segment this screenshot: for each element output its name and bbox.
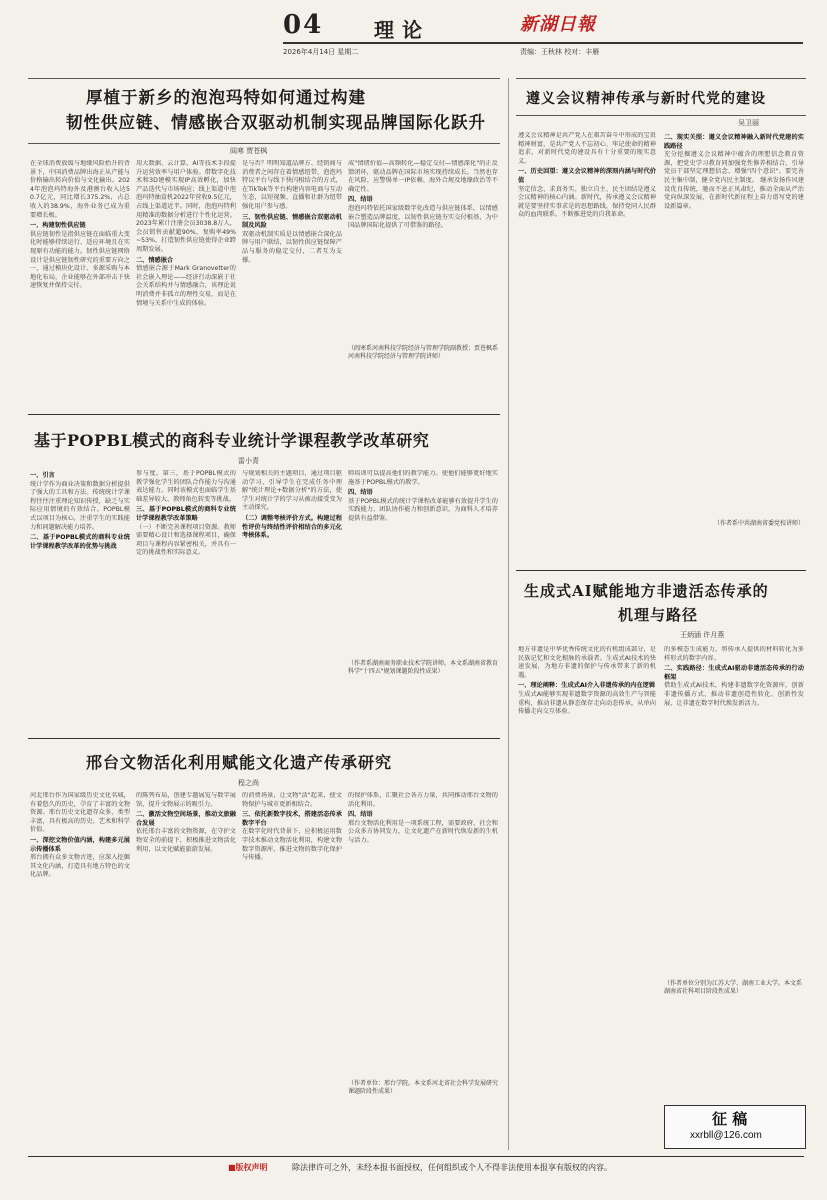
footer-rule: [28, 1156, 804, 1157]
editor-credits: 责编：王秋林 校对：丰雁: [520, 48, 600, 56]
article4-title-line1: 生成式AI赋能地方非遗活态传承的: [524, 582, 769, 600]
article4-column-1: 地方非遗是中华优秀传统文化的有机组成部分，是民族记忆和文化根脉的承载者。生成式AI技术的快速发展，为地方非遗的保护与传承带来了新的机遇。 一、理论阐释：生成式AI介入非遗传承的内在逻辑 生成式AI能够实现非遗数字资源的高效生产与智能重构，推动非遗从静态保存走向动态传承，从单向传播走向交互体验。: [518, 646, 656, 716]
article2-column-2: 二、现实关照：遵义会议精神融入新时代党建的实践路径 充分挖掘遵义会议精神中蕴含的理想信念教育资源，把党史学习教育同加强党性修养相结合，引导党员干部坚定理想信念、增强"四个意识"。要完善民主集中制，健全党内民主制度。 继承发扬作风建设优良传统，驰而不息正风肃纪，推动全面从严治党向纵深发展，在新时代新征程上奋力谱写党的建设新篇章。: [664, 134, 804, 210]
article1-byline: 阎寒 贾苍枫: [230, 147, 268, 155]
article3-column-2: 参与度。第三，基于POPBL模式的教学强化学生的团队合作能力与沟通表达能力。同时该模式也面临学生基础差异较大、教师角色转变等挑战。 三、基于POPBL模式的商科专业统计学课程教学改革策略 （一）不断完善课程项目资源。教师需要精心设计和选择课程项目，确保项目与课程内容紧密相关，并具有一定的挑战性和实际意义。: [136, 470, 236, 557]
article5-author-note: （作者单位：邢台学院。本文系河北省社会科学发展研究课题阶段性成果）: [348, 1080, 499, 1095]
article2-author-note: （作者系中共湖南省委党校讲师）: [713, 520, 804, 527]
article5-column-1: 河北邢台作为国家级历史文化名城，有着悠久的历史，孕育了丰富的文物资源。邢台历史文化遗存众多，类型丰富，具有极高的历史、艺术和科学价值。 一、深挖文物价值内涵，构建多元展示传播体系 邢台拥有众多文物古迹，应深入挖掘其文化内涵，打造具有地方特色的文化品牌。: [30, 792, 130, 879]
page-number: 04: [283, 10, 324, 40]
call-for-papers-email[interactable]: xxrbll@126.com: [690, 1130, 762, 1141]
call-for-papers-title: 征 稿: [712, 1110, 748, 1128]
issue-date: 2026年4月14日 星期二: [283, 48, 359, 56]
article2-byline: 吴卫丽: [738, 119, 759, 127]
article5-title: 邢台文物活化利用赋能文化遗产传承研究: [86, 753, 393, 772]
article1-column-1: 在全球消费放缓与地缘风险抬升的背景下，中国消费品牌出海正从产能与价格输出转向价值与文化输出。2024年泡泡玛特海外及港澳台收入达50.7亿元，同比增长375.2%，占总收入的38.9%，海外业务已成为重要增长极。 一、构建韧性供应链 供应链韧性是指供应链在面临重大变化时能够持续运行、适应环境且在实现原有功能的能力。韧性供应链网络设计是供应链韧性研究的重要方向之一，通过模块化设计、多源采购与本地化布局，企业能够在外部冲击下快速恢复并保持交付。: [30, 160, 130, 290]
copyright-text: 除法律许可之外，未经本报书面授权，任何组织或个人不得非法使用本报享有版权的内容。: [292, 1163, 612, 1172]
article5-column-2: 的陈列布局，创建专题展览与数字展馆，提升文物展示的吸引力。 二、激活文物空间场景，推动文旅融合发展 依托邢台丰富的文物资源，在守护文物安全的前提下，积极推进文物活化利用，以文化赋能旅游发展。: [136, 792, 236, 853]
article1-title-line1: 厚植于新乡的泡泡玛特如何通过构建: [86, 88, 366, 107]
article3-column-3: 与规划相关的主题项目，通过项目驱动学习，引导学生在完成任务中理解"统计理论+数据分析"的方法，使学生对统计学的学习从被动接受变为主动探究。 （二）调整考核评价方式。构建过程性评价与终结性评价相结合的多元化考核体系。: [242, 470, 342, 540]
article5-byline: 程之尚: [238, 779, 259, 787]
column-divider: [508, 78, 509, 1150]
brand-logo: 新湖日報: [520, 14, 596, 35]
article3-author-note: （作者系湖南商务职业技术学院讲师。本文系湖南省教育科学"十四五"规划课题阶段性成果）: [348, 660, 499, 675]
article2-title: 遵义会议精神传承与新时代党的建设: [526, 91, 766, 107]
article5-column-4: 的保护体系，汇聚社会各方力量，共同推动邢台文物的活化利用。 四、结语 邢台文物活化利用是一项系统工程，需要政府、社会和公众多方协同发力，让文化遗产在新时代焕发新的生机与活力。: [348, 792, 498, 844]
article1-title-line2: 韧性供应链、情感嵌合双驱动机制实现品牌国际化跃升: [66, 113, 486, 132]
article4-title-line2: 机理与路径: [618, 606, 699, 624]
copyright-label: ■版权声明: [228, 1163, 268, 1172]
article1-author-note: （阎寒系河南科技学院经济与管理学院副教授；贾苍枫系河南科技学院经济与管理学院讲师）: [348, 345, 499, 360]
article4-byline: 王炳涵 许月燕: [680, 631, 725, 639]
article4-author-note: （作者单位分别为江苏大学、湖南工业大学。本文系湖南省社科项目阶段性成果）: [664, 980, 803, 995]
article3-column-1: 一、引言 统计学作为商业决策和数据分析提供了强大的工具和方法。传统统计学课程往往注重理论知识传授，缺乏与实际应用情境的有效结合。POPBL模式以项目为核心，注重学生的实践能力和问题解决能力培养。 二、基于POPBL模式的商科专业统计学课程教学改革的优势与挑战: [30, 472, 130, 550]
article1-column-2: 用大数据、云计算、AI等技术手段提升运营效率与用户体验。借数字化技术和3D建模实现IP高效孵化，加快产品迭代与市场响应；线上渠道中泡泡玛特抽盒机2022年营收9.5亿元，占线上渠道近半。同时，泡泡玛特利用精准的数据分析进行个性化运营。2023年累计注册会员3038.8万人，会员销售贡献超90%，复购率49%~53%，打造韧性供应链使得企业跨周期发展。 二、情感嵌合 情感嵌合源于Mark Granovetter的社会嵌入理论——经济行动深嵌于社会关系结构并与情感融合，该理论说明消费并非孤立的理性交易，而是在情境与关系中生成的体验。: [136, 160, 236, 307]
article5-top-rule: [28, 738, 500, 739]
article1-column-3: 是与否？明明知道品牌方、经销商与消费者之间存在着情感纽带，泡泡玛特以平台与线下快闪相结合的方式，在TikTok等平台构建内容电商与互动生态，以短视频、直播和社群为纽带强化用户参与感。 三、韧性供应链、情感嵌合双驱动机制及风险 双驱动机制实质是以情感嵌合深化品牌与用户联结，以韧性供应链保障产品与服务的稳定交付，二者互为支撑。: [242, 160, 342, 264]
article5-column-3: 的消费场景，让文物"活"起来，使文物保护与城市更新相结合。 三、依托新数字技术，搭建活态传承数字平台 在数字化时代背景下，应积极运用数字技术推动文物活化利用，构建文物数字资源库，推进文物的数字化保护与传播。: [242, 792, 342, 862]
article4-top-rule: [516, 570, 806, 571]
article2-column-1: 遵义会议精神是共产党人在艰苦奋斗中形成的宝贵精神财富，是共产党人不忘初心、牢记使命的精神追求，对新时代党的建设具有十分重要的现实意义。 一、历史回望：遵义会议精神的深刻内涵与时代价值 坚定信念、求真务实、独立自主、民主团结是遵义会议精神的核心内涵。新时代，传承遵义会议精神就是要坚持实事求是的思想路线，保持党同人民群众的血肉联系，不断推进党的自我革命。: [518, 132, 656, 219]
article3-byline: 雷小青: [238, 457, 259, 465]
article3-top-rule: [28, 414, 500, 415]
article3-title: 基于POPBL模式的商科专业统计学课程教学改革研究: [34, 431, 430, 450]
article1-column-4: 成"情绪价值—高频转化—稳定交付—情感深化"的正反馈闭环，驱动品牌在国际市场实现持续成长。当然也存在风险，应警惕单一IP依赖、海外合规及地缘政治等不确定性。 四、结语 泡泡玛特依托国家级数字化改造与供应链体系，以情感嵌合塑造品牌温度，以韧性供应链夯实交付根基，为中国品牌国际化提供了可借鉴的路径。: [348, 160, 498, 230]
article3-column-4: 师培训可以提高他们的教学能力。使他们能够更好地实施基于POPBL模式的教学。 四、结语 基于POPBL模式的统计学课程改革能够有效提升学生的实践能力、团队协作能力和创新意识，为商科人才培养提供有益借鉴。: [348, 470, 498, 522]
header-rule: [283, 42, 803, 44]
article4-column-2: 的多模态生成能力，将传承人提供的材料转化为多样形式的数字内容。 二、实践路径：生成式AI驱动非遗活态传承的行动框架 借助生成式AI技术，构建非遗数字化资源库，创新非遗传播方式，推动非遗创造性转化、创新性发展，让非遗在数字时代焕发新活力。: [664, 646, 804, 707]
section-title: 理论: [374, 18, 430, 42]
